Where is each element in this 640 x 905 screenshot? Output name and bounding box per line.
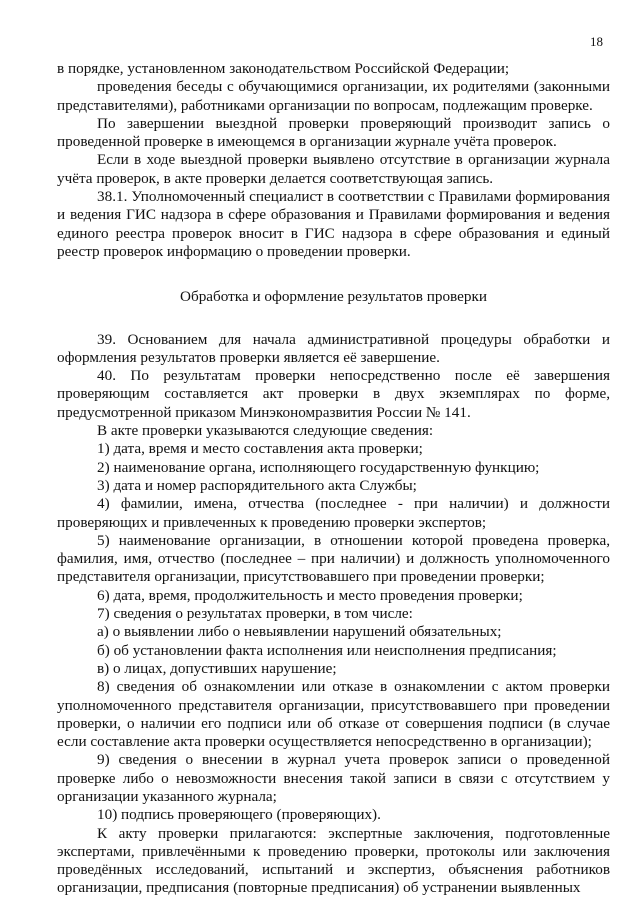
- list-item: 2) наименование органа, исполняющего государственную функцию;: [97, 458, 540, 476]
- paragraph: 38.1. Уполномоченный специалист в соответствии с Правилами формирования и ведения ГИС надзора в сфере образования и Правилами формирования и ведения единого реестра проверок вносит в ГИС надзора в сфере образования и единый реестр проверок информацию о проведении проверки.: [57, 188, 610, 260]
- paragraph: К акту проверки прилагаются: экспертные заключения, подготовленные экспертами, привлечёнными к проведению проверки, протоколы или заключения проведённых исследований, испытаний и экспертиз, объяснения работников организации, предписания (повторные предписания) об устранении выявленных: [57, 824, 610, 897]
- list-item: а) о выявлении либо о невыявлении нарушений обязательных;: [97, 623, 502, 641]
- paragraph: 39. Основанием для начала административной процедуры обработки и оформления результатов проверки является её завершение.: [57, 330, 610, 366]
- paragraph: В акте проверки указываются следующие сведения:: [97, 422, 434, 440]
- paragraph: проведения беседы с обучающимися организации, их родителями (законными представителями), работниками организации по вопросам, подлежащим проверке.: [57, 78, 610, 114]
- list-item: 9) сведения о внесении в журнал учета проверок записи о проведенной проверке либо о невозможности внесения такой записи в связи с отсутствием у организации указанного журнала;: [57, 751, 610, 805]
- paragraph: в порядке, установленном законодательством Российской Федерации;: [57, 60, 510, 77]
- list-item: 3) дата и номер распорядительного акта Службы;: [97, 476, 417, 494]
- document-body: [57, 60, 610, 898]
- paragraph: Если в ходе выездной проверки выявлено отсутствие в организации журнала учёта проверок, в акте проверки делается соответствующая запись.: [57, 151, 610, 187]
- list-item: 7) сведения о результатах проверки, в том числе:: [97, 605, 413, 623]
- list-item: 4) фамилии, имена, отчества (последнее - при наличии) и должности проверяющих и привлеченных к проведению проверки экспертов;: [57, 495, 610, 531]
- paragraph: По завершении выездной проверки проверяющий производит запись о проведенной проверке в имеющемся в организации журнале учёта проверок.: [57, 114, 610, 151]
- page-number: 18: [590, 34, 603, 49]
- list-item: 5) наименование организации, в отношении которой проведена проверка, фамилия, имя, отчество (последнее – при наличии) и должность уполномоченного представителя организации, присутствовавшего при проведении проверки;: [57, 531, 610, 586]
- list-item: 6) дата, время, продолжительность и место проведения проверки;: [97, 586, 523, 604]
- list-item: 1) дата, время и место составления акта проверки;: [97, 440, 423, 458]
- list-item: б) об установлении факта исполнения или неисполнения предписания;: [97, 641, 557, 659]
- list-item: 8) сведения об ознакомлении или отказе в ознакомлении с актом проверки уполномоченного представителя организации, присутствовавшего при проведении проверки, о наличии его подписи или об отказе от совершения подписи (в случае если составление акта проверки осуществляется непосредственно в организации);: [57, 678, 610, 751]
- paragraph: 40. По результатам проверки непосредственно после её завершения проверяющим составляется акт проверки в двух экземплярах по форме, предусмотренной приказом Минэкономразвития России № 141.: [57, 367, 610, 421]
- list-item: в) о лицах, допустивших нарушение;: [97, 659, 337, 677]
- section-heading: Обработка и оформление результатов проверки: [180, 288, 487, 306]
- list-item: 10) подпись проверяющего (проверяющих).: [97, 806, 381, 824]
